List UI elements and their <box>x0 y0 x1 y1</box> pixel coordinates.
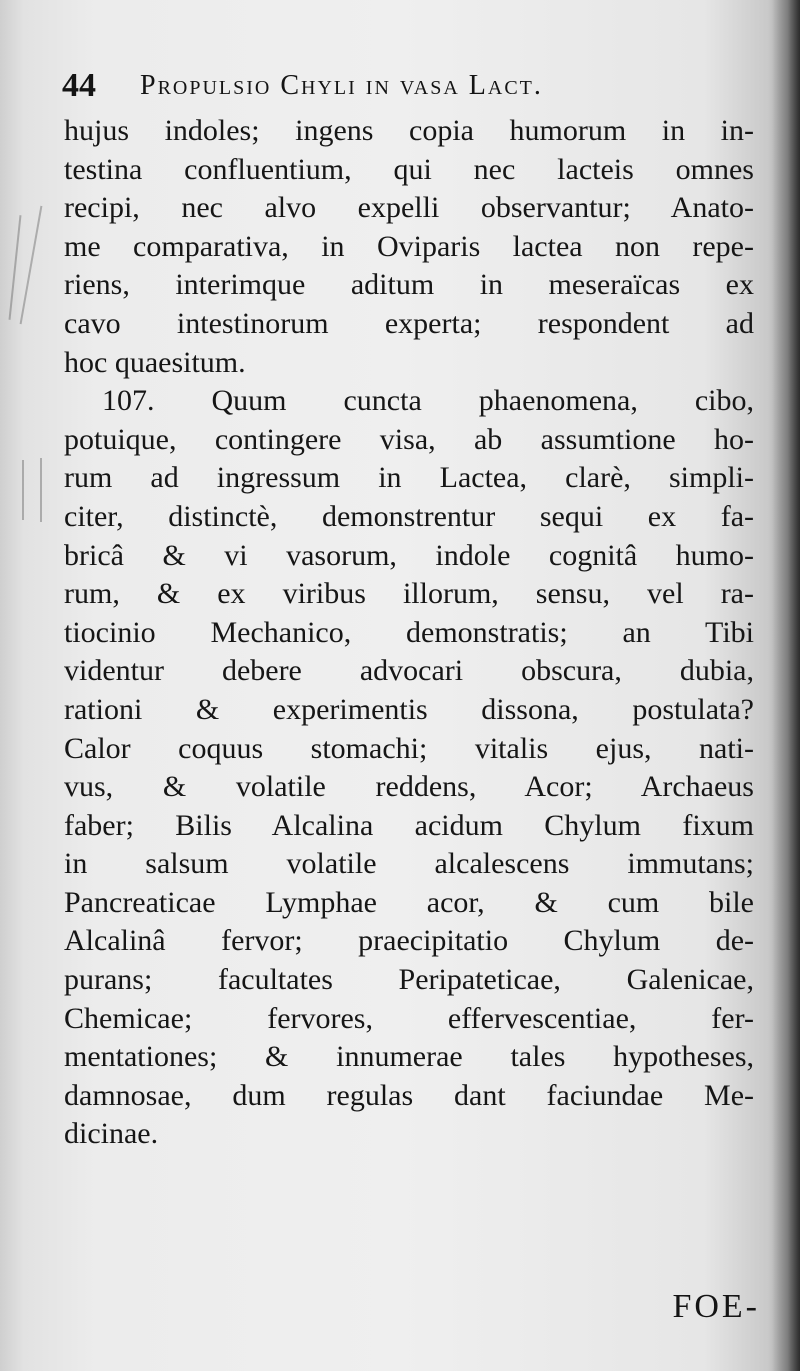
page-gutter-shadow <box>772 0 800 1371</box>
text-line: faber; Bilis Alcalina acidum Chylum fixum <box>64 808 754 842</box>
body-text <box>64 112 754 1154</box>
text-line: damnosae, dum regulas dant faciundae Me- <box>64 1078 754 1112</box>
text-line: cavo intestinorum experta; respondent ad <box>64 306 754 340</box>
text-line: rum, & ex viribus illorum, sensu, vel ra- <box>64 577 754 611</box>
margin-pencil-mark <box>20 206 43 325</box>
text-line: videntur debere advocari obscura, dubia, <box>64 654 754 688</box>
text-line: tiocinio Mechanico, demonstratis; an Tibi <box>64 615 754 649</box>
text-line: mentationes; & innumerae tales hypotheses, <box>64 1040 754 1074</box>
margin-pencil-mark <box>22 460 24 520</box>
text-line: purans; facultates Peripateticae, Galenicae, <box>64 963 754 997</box>
catchword: FOE- <box>672 1288 760 1325</box>
text-line: Alcalinâ fervor; praecipitatio Chylum de- <box>64 924 754 958</box>
running-title: Propulsio Chyli in vasa Lact. <box>140 70 543 101</box>
text-line: bricâ & vi vasorum, indole cognitâ humo- <box>64 538 754 572</box>
paragraph-2 <box>64 382 754 1154</box>
margin-pencil-mark <box>40 458 42 522</box>
text-line: rum ad ingressum in Lactea, clarè, simpli- <box>64 461 754 495</box>
margin-pencil-mark <box>9 215 22 320</box>
text-line: 107. Quum cuncta phaenomena, cibo, <box>102 384 754 418</box>
text-line: citer, distinctè, demonstrentur sequi ex fa- <box>64 499 754 533</box>
text-line: Pancreaticae Lymphae acor, & cum bile <box>64 885 754 919</box>
text-line: dicinae. <box>64 1117 159 1151</box>
text-line: hujus indoles; ingens copia humorum in in- <box>64 114 754 147</box>
running-header <box>62 64 762 108</box>
text-line: rationi & experimentis dissona, postulata? <box>64 692 754 726</box>
page-number: 44 <box>62 67 96 104</box>
text-line: Chemicae; fervores, effervescentiae, fer- <box>64 1001 754 1035</box>
paragraph-1 <box>64 112 754 382</box>
text-line: potuique, contingere visa, ab assumtione ho- <box>64 422 754 456</box>
text-line: recipi, nec alvo expelli observantur; Anato- <box>64 191 754 225</box>
text-line: in salsum volatile alcalescens immutans; <box>64 847 754 881</box>
text-line: hoc quaesitum. <box>64 345 246 379</box>
text-line: testina confluentium, qui nec lacteis omnes <box>64 152 754 186</box>
text-line: riens, interimque aditum in meseraïcas ex <box>64 268 754 302</box>
text-line: vus, & volatile reddens, Acor; Archaeus <box>64 770 754 804</box>
text-line: Calor coquus stomachi; vitalis ejus, nati- <box>64 731 754 765</box>
text-line: me comparativa, in Oviparis lactea non repe- <box>64 229 754 263</box>
